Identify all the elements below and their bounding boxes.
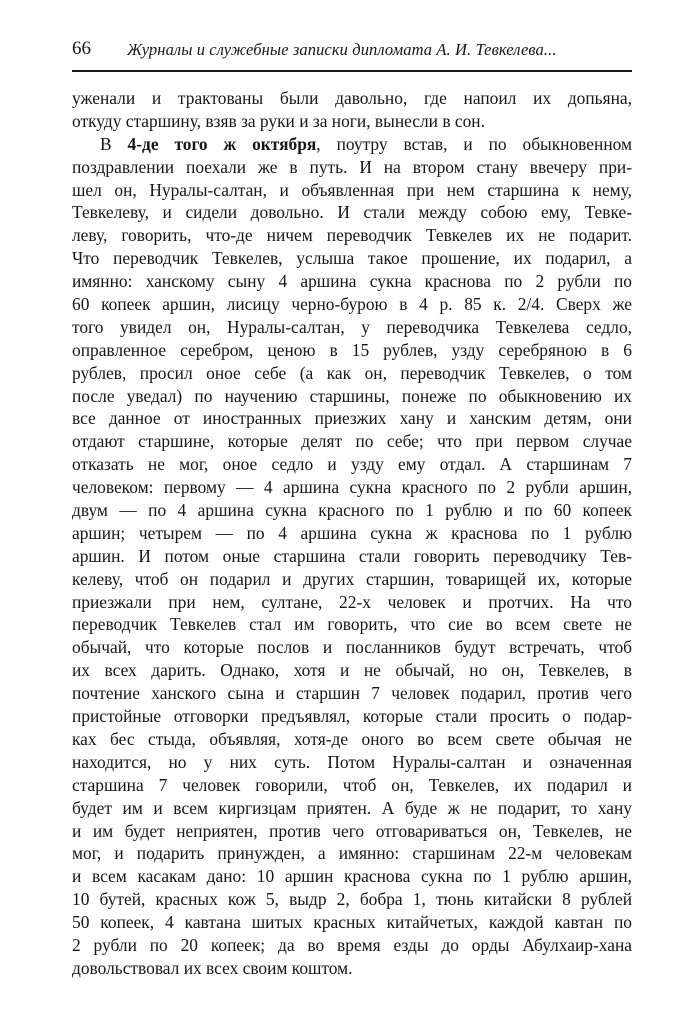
text-line: приезжали при нем, султане, 22-х человек и протчих. На что [72,591,632,612]
text-line-lead [72,133,632,156]
text-line: их всех дарить. Однако, хотя и не обычай, но он, Тевкелев, в [72,660,632,681]
running-title: Журналы и служебные записки дипломата А. И. Тевкелева... [127,40,557,59]
text-line: переводчик Тевкелев стал им говорить, что сие во всем свете не [72,614,632,635]
text-line: и всем касакам дано: 10 аршин краснова сукна по 1 рублю аршин, [72,866,632,887]
text-line: имянно: ханскому сыну 4 аршина сукна краснова по 2 рубли по [72,271,632,292]
text-line: обычай, что которые послов и посланников будут встречать, чтоб [72,637,632,658]
text-line: Что переводчик Тевкелев, услыша такое прошение, их подарил, а [72,248,632,269]
text-line: уженали и трактованы были давольно, где напоил их допьяна, [72,88,632,108]
text-line: отдают старшине, которые делят по себе; что при первом случае [72,431,632,452]
text-line: аршин; четырем — по 4 аршина сукна ж краснова по 1 рублю [72,522,632,543]
text-line: старшина 7 человек говорили, чтоб он, Тевкелев, их подарил и [72,774,632,795]
text-line: Тевкелеву, и сидели довольно. И стали между собою ему, Тевке- [72,202,632,223]
header-rule [72,70,632,72]
lead-rest: , поутру встав, и по обыкновенном [316,133,632,154]
text-line: после уведал) по научению старшины, понеже по обыкновению их [72,385,632,406]
text-line: все данное от иностранных приезжих хану и ханским детям, они [72,408,632,429]
text-line: шел он, Нуралы-салтан, и объявленная при нем старшина к нему, [72,179,632,200]
lead-plain: В [100,133,128,154]
text-line: откуду старшину, взяв за руки и за ноги, вынесли в сон. [72,110,485,131]
text-line: будет им и всем киргизцам приятен. А буде ж не подарит, то хану [72,797,632,818]
text-line: ках бес стыда, объявляя, хотя-де оного во всем свете обычая не [72,728,632,749]
text-line: мог, и подарить принужден, а имянно: старшинам 22-м человекам [72,843,632,864]
text-line: почтение ханского сына и старшин 7 человек подарил, против чего [72,683,632,704]
text-line: рублев, просил оное себе (а как он, переводчик Тевкелев, о том [72,362,632,383]
text-line: двум — по 4 аршина сукна красного по 1 рублю и по 60 копеек [72,500,632,521]
text-line: и им будет неприятен, против чего отговариваться он, Тевкелев, не [72,820,632,841]
date-heading: 4-де того ж октября [127,133,317,154]
page-body [72,87,632,980]
text-line: оправленное серебром, ценою в 15 рублев, узду серебряною в 6 [72,339,632,360]
paragraph [72,133,632,980]
text-line: аршин. И потом оные старшина стали говорить переводчику Тев- [72,545,632,566]
text-line: человеком: первому — 4 аршина сукна красного по 2 рубли аршин, [72,477,632,498]
page-number: 66 [72,38,91,59]
text-line: того увидел он, Нуралы-салтан, у переводчика Тевкелева седло, [72,316,632,337]
text-line: довольствовал их всех своим коштом. [72,957,353,978]
paragraph [72,87,632,133]
text-line: пристойные отговорки предъявлял, которые стали просить о подар- [72,706,632,727]
text-line: 50 копеек, 4 кавтана шитых красных китайчетых, каждой кавтан по [72,912,632,933]
text-line: 10 бутей, красных кож 5, выдр 2, бобра 1, тюнь китайски 8 рублей [72,889,632,910]
text-line: поздравлении поехали же в путь. И на втором стану ввечеру при- [72,156,632,177]
text-line: 2 рубли по 20 копеек; да во время езды до орды Абулхаир-хана [72,934,632,955]
text-line: находится, но у них суть. Потом Нуралы-салтан и означенная [72,751,632,772]
running-header [72,38,632,68]
text-line: келеву, чтоб он подарил и других старшин, товарищей их, которые [72,568,632,589]
text-line: леву, говорить, что-де ничем переводчик Тевкелев их не подарит. [72,225,632,246]
text-line: 60 копеек аршин, лисицу черно-бурою в 4 р. 85 к. 2/4. Сверх же [72,294,632,315]
text-line: отказать не мог, оное седло и узду ему отдал. А старшинам 7 [72,454,632,475]
